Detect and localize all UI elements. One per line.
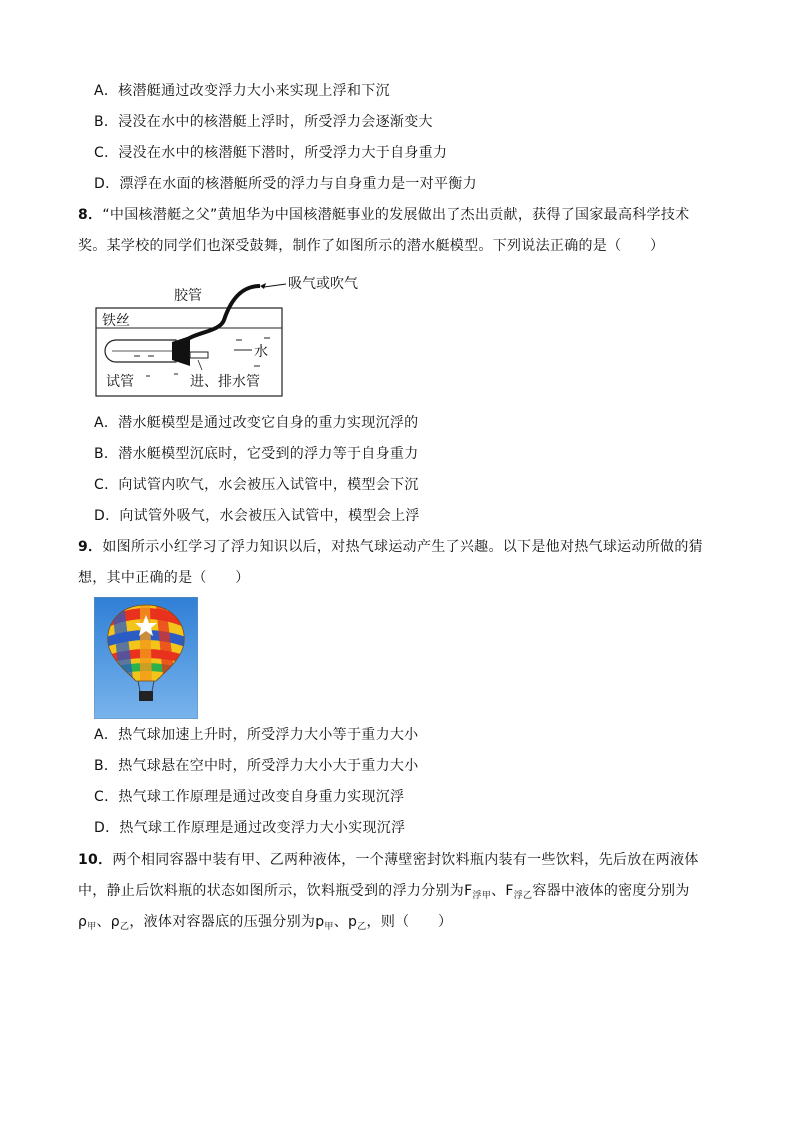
q8-option-a: A．潜水艇模型是通过改变它自身的重力实现沉浮的 <box>94 415 419 431</box>
q10-stem-line2: 中，静止后饮料瓶的状态如图所示，饮料瓶受到的浮力分别为$F_{浮甲}$、$F_{浮乙}$容器中液体的密度分别为 <box>78 883 690 901</box>
q8-stem-line2: 奖。某学校的同学们也深受鼓舞，制作了如图所示的潜水艇模型。下列说法正确的是（ ） <box>78 238 665 254</box>
q9-number: 9． <box>78 539 103 555</box>
label-water: 水 <box>254 344 268 360</box>
q8-option-d: D．向试管外吸气，水会被压入试管中，模型会上浮 <box>94 508 420 524</box>
q10-number: 10． <box>78 852 113 868</box>
q8-stem-line1: 8．“中国核潜艇之父”黄旭华为中国核潜艇事业的发展做出了杰出贡献，获得了国家最高科学技术 <box>78 207 690 223</box>
q8-option-b: B．潜水艇模型沉底时，它受到的浮力等于自身重力 <box>94 446 419 462</box>
label-tube: 试管 <box>106 374 134 390</box>
hot-air-balloon-photo <box>94 597 198 719</box>
q8-option-c: C．向试管内吹气，水会被压入试管中，模型会下沉 <box>94 477 419 493</box>
q7-option-a: A．核潜艇通过改变浮力大小来实现上浮和下沉 <box>94 83 390 99</box>
submarine-model-figure <box>94 270 384 400</box>
q9-option-d: D．热气球工作原理是通过改变浮力大小实现沉浮 <box>94 820 406 836</box>
q7-option-d: D．漂浮在水面的核潜艇所受的浮力与自身重力是一对平衡力 <box>94 176 477 192</box>
label-wire: 铁丝 <box>102 313 130 329</box>
label-pipe: 进、排水管 <box>190 374 260 390</box>
q9-stem-line1: 9．如图所示小红学习了浮力知识以后，对热气球运动产生了兴趣。以下是他对热气球运动所做的猜 <box>78 539 703 555</box>
q7-option-c: C．浸没在水中的核潜艇下潜时，所受浮力大于自身重力 <box>94 145 448 161</box>
q7-option-b: B．浸没在水中的核潜艇上浮时，所受浮力会逐渐变大 <box>94 114 433 130</box>
label-hose: 胶管 <box>174 288 202 304</box>
q9-stem-line2: 想，其中正确的是（ ） <box>78 570 250 586</box>
q9-option-c: C．热气球工作原理是通过改变自身重力实现沉浮 <box>94 789 405 805</box>
q10-stem-line1: 10．两个相同容器中装有甲、乙两种液体，一个薄壁密封饮料瓶内装有一些饮料，先后放在两液体 <box>78 852 699 868</box>
q9-option-b: B．热气球悬在空中时，所受浮力大小大于重力大小 <box>94 758 419 774</box>
q9-option-a: A．热气球加速上升时，所受浮力大小等于重力大小 <box>94 727 419 743</box>
label-air: 吸气或吹气 <box>288 276 358 292</box>
q8-number: 8． <box>78 207 103 223</box>
q10-stem-line3: $\rho_甲$、$\rho_乙$，液体对容器底的压强分别为$p_甲$、$p_乙$，则（ ） <box>78 914 453 932</box>
